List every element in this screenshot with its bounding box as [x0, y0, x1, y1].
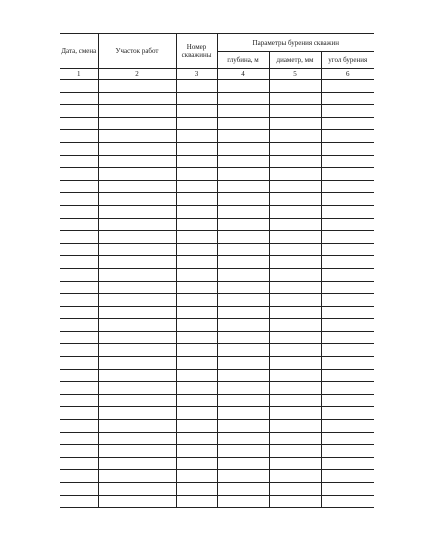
table-cell[interactable]	[269, 117, 321, 130]
table-row[interactable]	[60, 243, 374, 256]
table-cell[interactable]	[321, 394, 374, 407]
table-cell[interactable]	[321, 457, 374, 470]
table-cell[interactable]	[98, 243, 176, 256]
table-cell[interactable]	[176, 281, 217, 294]
table-cell[interactable]	[217, 130, 269, 143]
table-cell[interactable]	[60, 117, 98, 130]
table-row[interactable]	[60, 294, 374, 307]
table-cell[interactable]	[176, 193, 217, 206]
table-cell[interactable]	[217, 495, 269, 508]
table-cell[interactable]	[176, 168, 217, 181]
table-cell[interactable]	[176, 155, 217, 168]
table-cell[interactable]	[98, 231, 176, 244]
table-cell[interactable]	[98, 483, 176, 496]
table-cell[interactable]	[321, 180, 374, 193]
column-number: 3	[176, 69, 217, 80]
table-cell[interactable]	[269, 344, 321, 357]
header-depth: глубина, м	[217, 52, 269, 69]
table-cell[interactable]	[269, 256, 321, 269]
table-cell[interactable]	[60, 218, 98, 231]
table-row[interactable]	[60, 193, 374, 206]
table-row[interactable]	[60, 142, 374, 155]
table-cell[interactable]	[269, 445, 321, 458]
table-cell[interactable]	[98, 445, 176, 458]
table-cell[interactable]	[269, 407, 321, 420]
table-cell[interactable]	[60, 130, 98, 143]
table-cell[interactable]	[60, 155, 98, 168]
table-row[interactable]	[60, 357, 374, 370]
table-cell[interactable]	[176, 142, 217, 155]
table-cell[interactable]	[217, 231, 269, 244]
table-cell[interactable]	[217, 357, 269, 370]
table-row[interactable]	[60, 155, 374, 168]
table-cell[interactable]	[60, 420, 98, 433]
table-cell[interactable]	[176, 205, 217, 218]
table-cell[interactable]	[98, 382, 176, 395]
table-cell[interactable]	[321, 319, 374, 332]
table-cell[interactable]	[269, 205, 321, 218]
table-cell[interactable]	[217, 80, 269, 93]
table-cell[interactable]	[217, 205, 269, 218]
table-cell[interactable]	[321, 495, 374, 508]
table-cell[interactable]	[98, 105, 176, 118]
table-cell[interactable]	[60, 105, 98, 118]
table-cell[interactable]	[60, 369, 98, 382]
table-cell[interactable]	[98, 344, 176, 357]
table-cell[interactable]	[98, 180, 176, 193]
table-cell[interactable]	[176, 445, 217, 458]
table-cell[interactable]	[60, 357, 98, 370]
table-cell[interactable]	[217, 420, 269, 433]
table-cell[interactable]	[60, 470, 98, 483]
table-cell[interactable]	[60, 483, 98, 496]
table-cell[interactable]	[98, 281, 176, 294]
table-cell[interactable]	[269, 394, 321, 407]
table-cell[interactable]	[98, 117, 176, 130]
table-cell[interactable]	[269, 218, 321, 231]
table-row[interactable]	[60, 117, 374, 130]
table-cell[interactable]	[269, 483, 321, 496]
table-cell[interactable]	[217, 243, 269, 256]
table-cell[interactable]	[98, 294, 176, 307]
table-cell[interactable]	[269, 432, 321, 445]
table-cell[interactable]	[98, 331, 176, 344]
table-cell[interactable]	[217, 319, 269, 332]
table-cell[interactable]	[60, 142, 98, 155]
table-cell[interactable]	[321, 382, 374, 395]
table-cell[interactable]	[98, 420, 176, 433]
table-cell[interactable]	[217, 457, 269, 470]
table-cell[interactable]	[269, 155, 321, 168]
table-cell[interactable]	[321, 281, 374, 294]
table-cell[interactable]	[217, 168, 269, 181]
table-cell[interactable]	[321, 256, 374, 269]
table-cell[interactable]	[321, 231, 374, 244]
table-cell[interactable]	[217, 382, 269, 395]
table-cell[interactable]	[176, 80, 217, 93]
entry-rows	[60, 80, 374, 508]
column-number-row	[60, 69, 374, 80]
table-cell[interactable]	[176, 420, 217, 433]
table-cell[interactable]	[98, 92, 176, 105]
table-cell[interactable]	[217, 142, 269, 155]
table-cell[interactable]	[176, 357, 217, 370]
table-row[interactable]	[60, 420, 374, 433]
table-cell[interactable]	[269, 168, 321, 181]
table-cell[interactable]	[217, 306, 269, 319]
table-cell[interactable]	[321, 155, 374, 168]
table-cell[interactable]	[60, 193, 98, 206]
table-cell[interactable]	[269, 319, 321, 332]
table-cell[interactable]	[217, 268, 269, 281]
table-row[interactable]	[60, 80, 374, 93]
table-cell[interactable]	[321, 369, 374, 382]
table-cell[interactable]	[321, 105, 374, 118]
table-cell[interactable]	[176, 92, 217, 105]
table-cell[interactable]	[176, 268, 217, 281]
table-cell[interactable]	[321, 306, 374, 319]
header-well-number: Номер скважины	[176, 34, 217, 69]
table-row[interactable]	[60, 105, 374, 118]
table-cell[interactable]	[321, 168, 374, 181]
table-row[interactable]	[60, 445, 374, 458]
table-row[interactable]	[60, 319, 374, 332]
table-row[interactable]	[60, 92, 374, 105]
table-cell[interactable]	[60, 281, 98, 294]
table-cell[interactable]	[217, 180, 269, 193]
table-cell[interactable]	[269, 382, 321, 395]
table-cell[interactable]	[60, 268, 98, 281]
table-cell[interactable]	[60, 382, 98, 395]
table-cell[interactable]	[269, 130, 321, 143]
table-row[interactable]	[60, 344, 374, 357]
table-cell[interactable]	[98, 369, 176, 382]
table-cell[interactable]	[176, 218, 217, 231]
table-cell[interactable]	[98, 155, 176, 168]
table-cell[interactable]	[176, 319, 217, 332]
table-cell[interactable]	[60, 331, 98, 344]
table-cell[interactable]	[269, 142, 321, 155]
drilling-log-form	[60, 33, 374, 508]
table-cell[interactable]	[217, 155, 269, 168]
column-number: 2	[98, 69, 176, 80]
table-row[interactable]	[60, 130, 374, 143]
table-cell[interactable]	[98, 407, 176, 420]
header-angle: угол бурения	[321, 52, 374, 69]
table-cell[interactable]	[321, 117, 374, 130]
table-cell[interactable]	[98, 319, 176, 332]
table-cell[interactable]	[217, 483, 269, 496]
table-row[interactable]	[60, 231, 374, 244]
table-cell[interactable]	[176, 256, 217, 269]
table-cell[interactable]	[176, 407, 217, 420]
table-cell[interactable]	[60, 407, 98, 420]
table-cell[interactable]	[98, 80, 176, 93]
table-row[interactable]	[60, 495, 374, 508]
table-cell[interactable]	[176, 130, 217, 143]
table-cell[interactable]	[176, 483, 217, 496]
table-cell[interactable]	[217, 394, 269, 407]
header-date-shift: Дата, смена	[60, 34, 98, 69]
table-cell[interactable]	[98, 142, 176, 155]
header-work-area: Участок работ	[98, 34, 176, 69]
table-cell[interactable]	[321, 268, 374, 281]
table-cell[interactable]	[269, 294, 321, 307]
table-cell[interactable]	[217, 193, 269, 206]
table-row[interactable]	[60, 394, 374, 407]
table-cell[interactable]	[321, 243, 374, 256]
table-cell[interactable]	[176, 105, 217, 118]
table-cell[interactable]	[60, 80, 98, 93]
table-cell[interactable]	[321, 357, 374, 370]
table-cell[interactable]	[60, 495, 98, 508]
table-cell[interactable]	[217, 281, 269, 294]
table-cell[interactable]	[321, 445, 374, 458]
table-row[interactable]	[60, 369, 374, 382]
table-cell[interactable]	[176, 294, 217, 307]
table-cell[interactable]	[98, 130, 176, 143]
table-cell[interactable]	[176, 432, 217, 445]
table-row[interactable]	[60, 205, 374, 218]
table-row[interactable]	[60, 483, 374, 496]
table-row[interactable]	[60, 407, 374, 420]
table-row[interactable]	[60, 382, 374, 395]
table-cell[interactable]	[176, 231, 217, 244]
table-cell[interactable]	[217, 407, 269, 420]
table-cell[interactable]	[217, 445, 269, 458]
table-row[interactable]	[60, 457, 374, 470]
table-cell[interactable]	[321, 470, 374, 483]
table-cell[interactable]	[321, 407, 374, 420]
table-cell[interactable]	[60, 306, 98, 319]
table-cell[interactable]	[98, 470, 176, 483]
table-cell[interactable]	[269, 180, 321, 193]
table-cell[interactable]	[321, 331, 374, 344]
table-cell[interactable]	[217, 432, 269, 445]
table-cell[interactable]	[60, 445, 98, 458]
table-row[interactable]	[60, 256, 374, 269]
table-cell[interactable]	[217, 92, 269, 105]
table-row[interactable]	[60, 168, 374, 181]
table-cell[interactable]	[321, 130, 374, 143]
table-cell[interactable]	[269, 243, 321, 256]
table-cell[interactable]	[98, 432, 176, 445]
table-cell[interactable]	[98, 256, 176, 269]
table-cell[interactable]	[217, 294, 269, 307]
table-cell[interactable]	[176, 180, 217, 193]
table-cell[interactable]	[98, 495, 176, 508]
table-cell[interactable]	[321, 294, 374, 307]
table-cell[interactable]	[321, 205, 374, 218]
table-cell[interactable]	[321, 344, 374, 357]
table-cell[interactable]	[217, 369, 269, 382]
table-cell[interactable]	[98, 357, 176, 370]
table-cell[interactable]	[98, 457, 176, 470]
table-cell[interactable]	[269, 105, 321, 118]
table-cell[interactable]	[269, 92, 321, 105]
table-cell[interactable]	[321, 80, 374, 93]
table-cell[interactable]	[60, 92, 98, 105]
table-cell[interactable]	[217, 218, 269, 231]
table-cell[interactable]	[60, 394, 98, 407]
table-row[interactable]	[60, 180, 374, 193]
table-cell[interactable]	[269, 420, 321, 433]
table-cell[interactable]	[269, 80, 321, 93]
table-cell[interactable]	[217, 331, 269, 344]
table-cell[interactable]	[269, 495, 321, 508]
table-cell[interactable]	[269, 193, 321, 206]
table-cell[interactable]	[176, 243, 217, 256]
table-cell[interactable]	[176, 495, 217, 508]
table-cell[interactable]	[269, 306, 321, 319]
table-cell[interactable]	[269, 281, 321, 294]
table-cell[interactable]	[269, 457, 321, 470]
table-cell[interactable]	[98, 205, 176, 218]
table-row[interactable]	[60, 268, 374, 281]
table-cell[interactable]	[269, 357, 321, 370]
table-cell[interactable]	[176, 457, 217, 470]
table-cell[interactable]	[217, 256, 269, 269]
table-cell[interactable]	[321, 483, 374, 496]
table-cell[interactable]	[217, 470, 269, 483]
table-cell[interactable]	[321, 218, 374, 231]
table-cell[interactable]	[98, 306, 176, 319]
table-row[interactable]	[60, 470, 374, 483]
table-cell[interactable]	[217, 105, 269, 118]
table-cell[interactable]	[60, 256, 98, 269]
table-cell[interactable]	[321, 142, 374, 155]
table-cell[interactable]	[321, 432, 374, 445]
table-cell[interactable]	[60, 231, 98, 244]
table-cell[interactable]	[176, 306, 217, 319]
table-row[interactable]	[60, 306, 374, 319]
table-cell[interactable]	[60, 205, 98, 218]
drilling-log-table	[60, 33, 374, 508]
column-number: 4	[217, 69, 269, 80]
table-row[interactable]	[60, 218, 374, 231]
table-cell[interactable]	[60, 168, 98, 181]
table-cell[interactable]	[60, 294, 98, 307]
table-cell[interactable]	[217, 344, 269, 357]
table-cell[interactable]	[60, 319, 98, 332]
column-number: 6	[321, 69, 374, 80]
table-cell[interactable]	[269, 331, 321, 344]
table-cell[interactable]	[269, 369, 321, 382]
table-cell[interactable]	[60, 457, 98, 470]
table-cell[interactable]	[321, 420, 374, 433]
table-cell[interactable]	[176, 117, 217, 130]
table-cell[interactable]	[98, 268, 176, 281]
table-cell[interactable]	[176, 394, 217, 407]
column-number: 5	[269, 69, 321, 80]
table-row[interactable]	[60, 331, 374, 344]
table-cell[interactable]	[98, 218, 176, 231]
header-drilling-params: Параметры бурения скважин	[217, 34, 374, 52]
table-cell[interactable]	[98, 193, 176, 206]
table-cell[interactable]	[60, 432, 98, 445]
table-cell[interactable]	[176, 470, 217, 483]
table-cell[interactable]	[60, 180, 98, 193]
table-cell[interactable]	[269, 268, 321, 281]
table-row[interactable]	[60, 432, 374, 445]
table-cell[interactable]	[176, 331, 217, 344]
table-cell[interactable]	[176, 344, 217, 357]
table-cell[interactable]	[98, 394, 176, 407]
column-number: 1	[60, 69, 98, 80]
table-cell[interactable]	[98, 168, 176, 181]
table-cell[interactable]	[217, 117, 269, 130]
table-cell[interactable]	[176, 369, 217, 382]
table-cell[interactable]	[60, 344, 98, 357]
table-cell[interactable]	[60, 243, 98, 256]
table-row[interactable]	[60, 281, 374, 294]
table-cell[interactable]	[321, 92, 374, 105]
header-diameter: диаметр, мм	[269, 52, 321, 69]
table-cell[interactable]	[321, 193, 374, 206]
table-cell[interactable]	[176, 382, 217, 395]
table-cell[interactable]	[269, 470, 321, 483]
table-cell[interactable]	[269, 231, 321, 244]
